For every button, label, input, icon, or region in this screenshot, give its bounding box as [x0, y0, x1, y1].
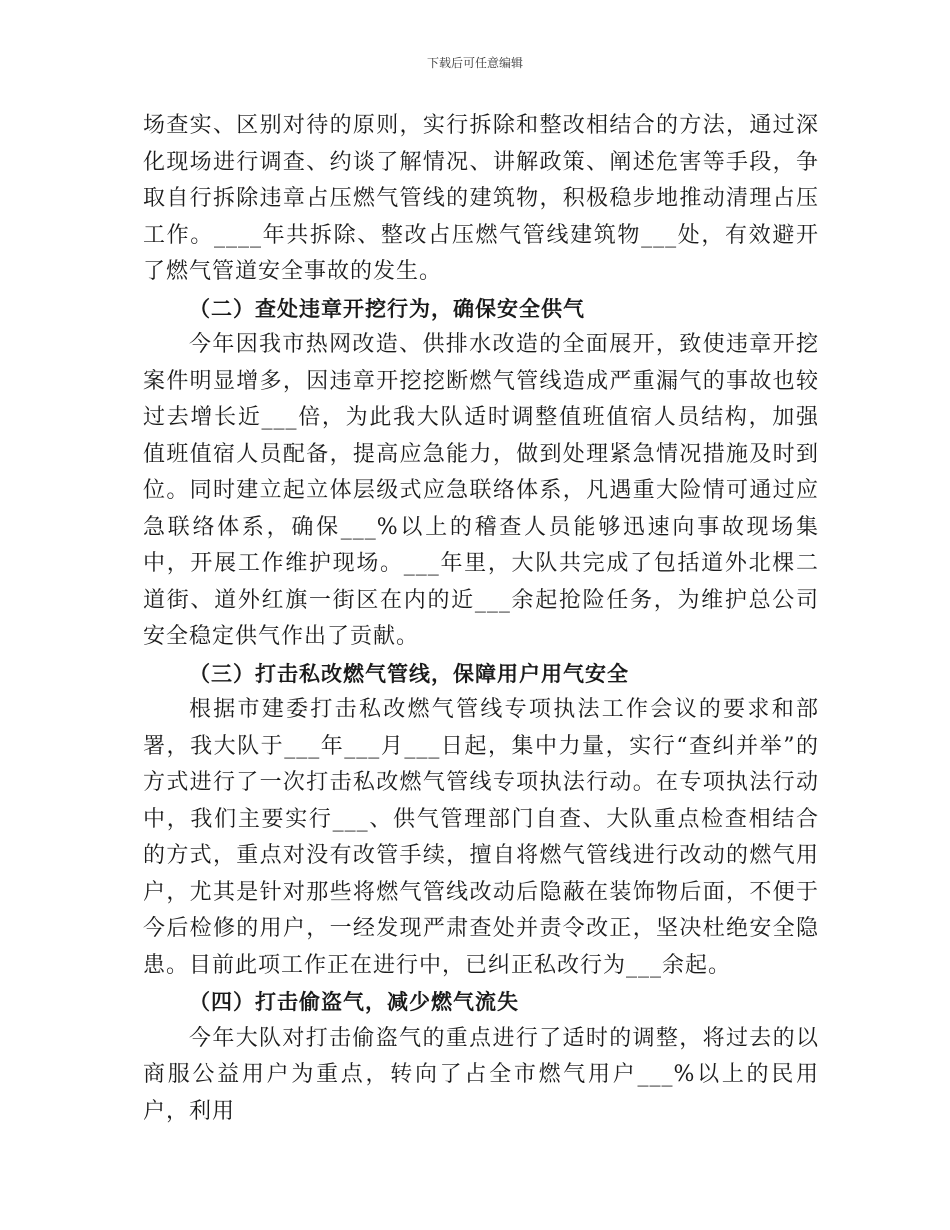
- page-header: 下载后可任意编辑: [426, 56, 523, 70]
- paragraph-2: 今年因我市热网改造、供排水改造的全面展开，致使违章开挖案件明显增多，因违章开挖挖断燃气管线造成严重漏气的事故也较过去增长近___倍，为此我大队适时调整值班值宿人员结构，加强值班值宿人员配备，提高应急能力，做到处理紧急情况措施及时到位。同时建立起立体层级式应急联络体系，凡遇重大险情可通过应急联络体系，确保___%以上的稽查人员能够迅速向事故现场集中，开展工作维护现场。___年里，大队共完成了包括道外北棵二道街、道外红旗一街区在内的近___余起抢险任务，为维护总公司安全稳定供气作出了贡献。: [143, 332, 819, 649]
- section-heading-4: （四）打击偷盗气，减少燃气流失: [189, 990, 519, 1014]
- document-body: [143, 108, 819, 1130]
- paragraph-3: 根据市建委打击私改燃气管线专项执法工作会议的要求和部署，我大队于___年___月___日起，集中力量，实行“查纠并举”的方式进行了一次打击私改燃气管线专项执法行动。在专项执法行动中，我们主要实行___、供气管理部门自查、大队重点检查相结合的方式，重点对没有改管手续，擅自将燃气管线进行改动的燃气用户，尤其是针对那些将燃气管线改动后隐蔽在装饰物后面，不便于今后检修的用户，一经发现严肃查处并责令改正，坚决杜绝安全隐患。目前此项工作正在进行中，已纠正私改行为___余起。: [143, 697, 819, 978]
- paragraph-1: 场查实、区别对待的原则，实行拆除和整改相结合的方法，通过深化现场进行调查、约谈了解情况、讲解政策、阐述危害等手段，争取自行拆除违章占压燃气管线的建筑物，积极稳步地推动清理占压工作。____年共拆除、整改占压燃气管线建筑物___处，有效避开了燃气管道安全事故的发生。: [143, 113, 819, 284]
- paragraph-4: 今年大队对打击偷盗气的重点进行了适时的调整，将过去的以商服公益用户为重点，转向了占全市燃气用户___%以上的民用户，利用: [143, 1025, 819, 1124]
- section-heading-3: （三）打击私改燃气管线，保障用户用气安全: [189, 661, 629, 686]
- section-heading-2: （二）查处违章开挖行为，确保安全供气: [189, 296, 585, 321]
